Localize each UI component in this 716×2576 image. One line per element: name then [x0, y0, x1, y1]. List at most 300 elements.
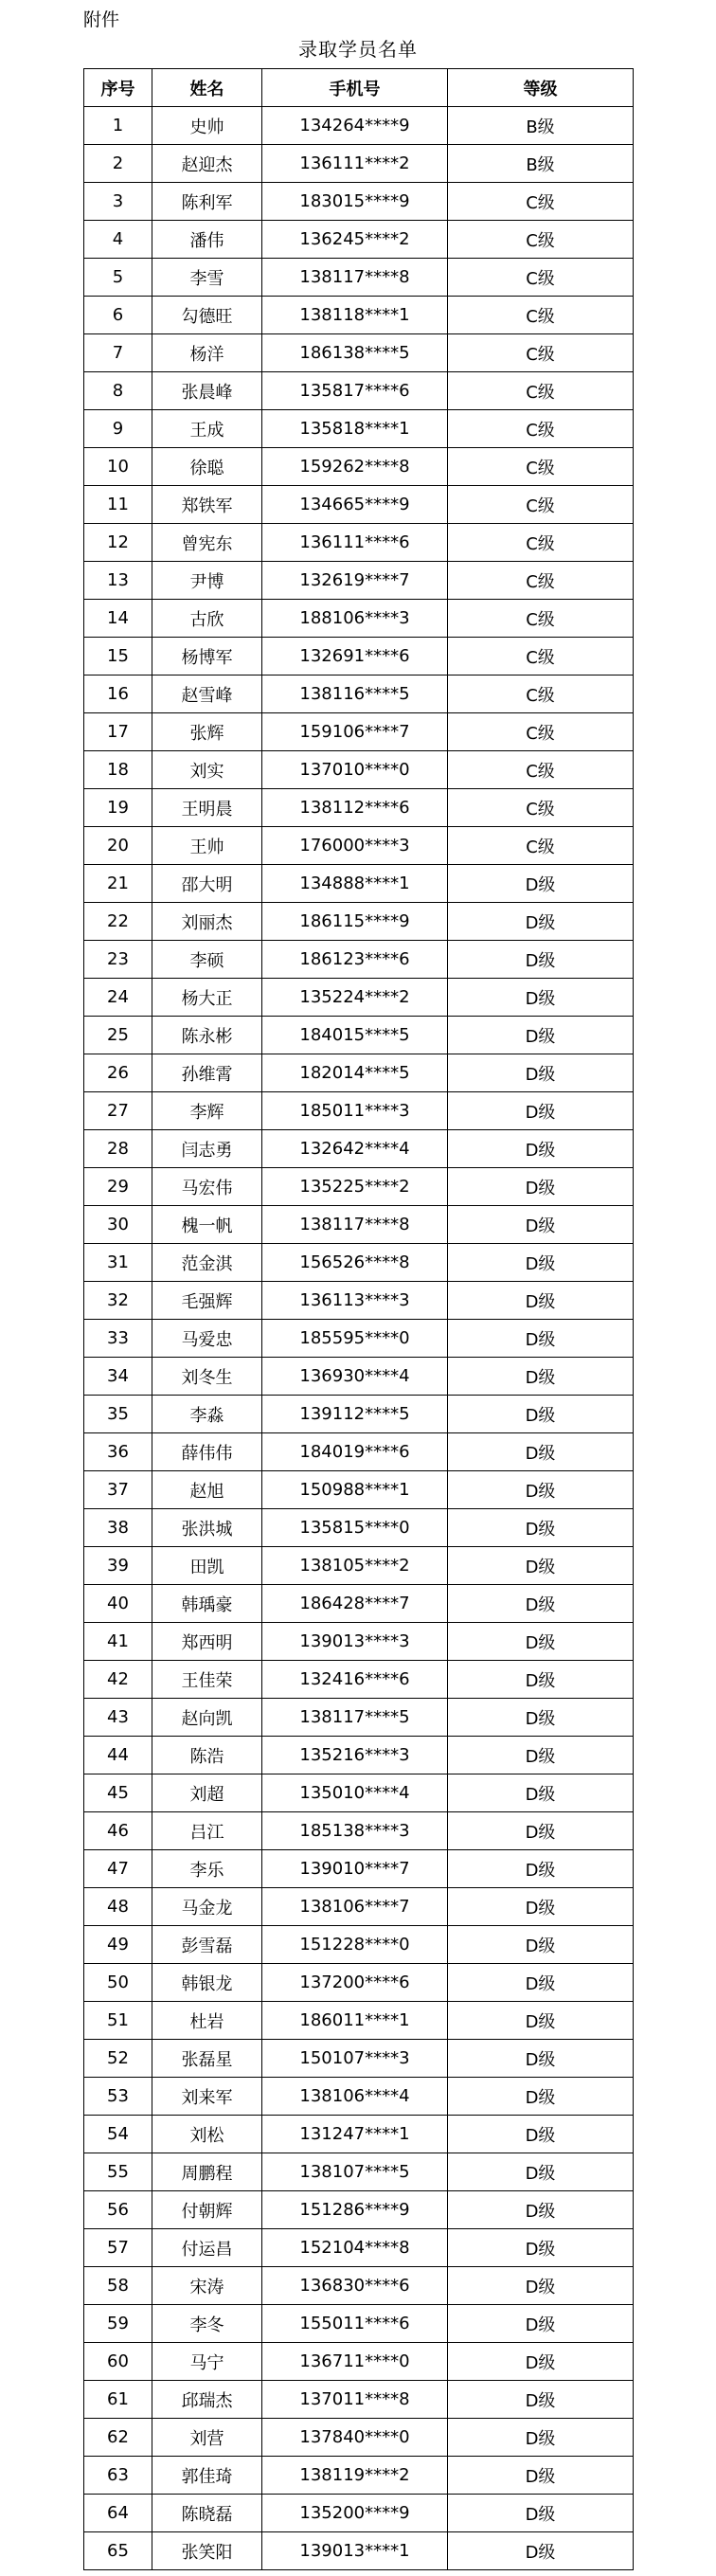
cell-index: 2	[84, 145, 152, 183]
cell-level: D级	[448, 2267, 634, 2305]
attachment-label: 附件	[83, 9, 120, 30]
cell-name: 韩瑀豪	[152, 1585, 262, 1623]
cell-level: D级	[448, 1244, 634, 1282]
cell-phone: 135225****2	[262, 1168, 448, 1206]
cell-index: 16	[84, 676, 152, 713]
cell-index: 59	[84, 2305, 152, 2343]
cell-level: D级	[448, 1054, 634, 1092]
cell-name: 李冬	[152, 2305, 262, 2343]
table-row	[84, 1623, 634, 1661]
cell-level: D级	[448, 2419, 634, 2457]
cell-phone: 184015****5	[262, 1017, 448, 1054]
cell-phone: 156526****8	[262, 1244, 448, 1282]
cell-level: D级	[448, 903, 634, 941]
table-row	[84, 1054, 634, 1092]
cell-name: 张洪城	[152, 1509, 262, 1547]
cell-index: 62	[84, 2419, 152, 2457]
cell-level: D级	[448, 1092, 634, 1130]
cell-phone: 185595****0	[262, 1320, 448, 1358]
cell-name: 刘超	[152, 1774, 262, 1812]
cell-level: D级	[448, 1130, 634, 1168]
cell-phone: 183015****9	[262, 183, 448, 221]
cell-phone: 135815****0	[262, 1509, 448, 1547]
cell-name: 刘营	[152, 2419, 262, 2457]
cell-name: 孙维霄	[152, 1054, 262, 1092]
cell-phone: 186115****9	[262, 903, 448, 941]
header-level: 等级	[448, 69, 634, 107]
cell-level: D级	[448, 2002, 634, 2040]
cell-level: D级	[448, 1585, 634, 1623]
table-row	[84, 1320, 634, 1358]
cell-name: 勾德旺	[152, 297, 262, 334]
cell-level: B级	[448, 145, 634, 183]
cell-level: D级	[448, 1888, 634, 1926]
cell-phone: 137200****6	[262, 1964, 448, 2002]
cell-index: 3	[84, 183, 152, 221]
table-row	[84, 2305, 634, 2343]
cell-index: 42	[84, 1661, 152, 1699]
cell-phone: 138117****5	[262, 1699, 448, 1737]
cell-level: C级	[448, 372, 634, 410]
table-row	[84, 1244, 634, 1282]
cell-level: D级	[448, 1509, 634, 1547]
cell-name: 古欣	[152, 600, 262, 638]
cell-name: 王帅	[152, 827, 262, 865]
cell-name: 吕江	[152, 1812, 262, 1850]
cell-phone: 176000****3	[262, 827, 448, 865]
cell-phone: 132619****7	[262, 562, 448, 600]
cell-index: 57	[84, 2229, 152, 2267]
table-row	[84, 2532, 634, 2570]
cell-level: C级	[448, 638, 634, 676]
table-row	[84, 1282, 634, 1320]
header-index: 序号	[84, 69, 152, 107]
cell-level: D级	[448, 1926, 634, 1964]
cell-index: 6	[84, 297, 152, 334]
cell-phone: 138118****1	[262, 297, 448, 334]
cell-name: 邱瑞杰	[152, 2381, 262, 2419]
table-row	[84, 486, 634, 524]
table-row	[84, 1017, 634, 1054]
cell-index: 5	[84, 259, 152, 297]
cell-name: 李乐	[152, 1850, 262, 1888]
cell-index: 54	[84, 2116, 152, 2153]
cell-level: C级	[448, 600, 634, 638]
cell-phone: 152104****8	[262, 2229, 448, 2267]
cell-level: D级	[448, 2532, 634, 2570]
table-row	[84, 2116, 634, 2153]
cell-index: 30	[84, 1206, 152, 1244]
cell-name: 毛强辉	[152, 1282, 262, 1320]
cell-name: 张辉	[152, 713, 262, 751]
cell-phone: 159106****7	[262, 713, 448, 751]
cell-level: D级	[448, 1282, 634, 1320]
cell-phone: 186011****1	[262, 2002, 448, 2040]
cell-name: 赵旭	[152, 1471, 262, 1509]
cell-level: D级	[448, 1396, 634, 1433]
cell-name: 王明晨	[152, 789, 262, 827]
cell-level: D级	[448, 1737, 634, 1774]
cell-level: D级	[448, 2191, 634, 2229]
cell-phone: 136711****0	[262, 2343, 448, 2381]
cell-level: C级	[448, 751, 634, 789]
cell-name: 刘来军	[152, 2078, 262, 2116]
cell-index: 60	[84, 2343, 152, 2381]
cell-level: D级	[448, 2343, 634, 2381]
cell-index: 26	[84, 1054, 152, 1092]
cell-phone: 137840****0	[262, 2419, 448, 2457]
cell-name: 李雪	[152, 259, 262, 297]
cell-phone: 138107****5	[262, 2153, 448, 2191]
cell-name: 赵迎杰	[152, 145, 262, 183]
cell-level: C级	[448, 297, 634, 334]
cell-index: 20	[84, 827, 152, 865]
cell-phone: 137011****8	[262, 2381, 448, 2419]
cell-name: 宋涛	[152, 2267, 262, 2305]
table-row	[84, 1888, 634, 1926]
cell-index: 55	[84, 2153, 152, 2191]
table-row	[84, 1433, 634, 1471]
cell-phone: 136245****2	[262, 221, 448, 259]
cell-index: 7	[84, 334, 152, 372]
cell-index: 40	[84, 1585, 152, 1623]
cell-name: 赵向凯	[152, 1699, 262, 1737]
cell-index: 47	[84, 1850, 152, 1888]
table-row	[84, 2495, 634, 2532]
cell-phone: 139013****3	[262, 1623, 448, 1661]
cell-index: 37	[84, 1471, 152, 1509]
table-row	[84, 2078, 634, 2116]
cell-index: 1	[84, 107, 152, 145]
table-row	[84, 941, 634, 979]
cell-level: D级	[448, 1964, 634, 2002]
cell-name: 曾宪东	[152, 524, 262, 562]
document-title: 录取学员名单	[298, 38, 418, 61]
cell-phone: 138106****7	[262, 1888, 448, 1926]
cell-phone: 151228****0	[262, 1926, 448, 1964]
cell-level: D级	[448, 1850, 634, 1888]
cell-name: 田凯	[152, 1547, 262, 1585]
table-row	[84, 524, 634, 562]
cell-name: 付运昌	[152, 2229, 262, 2267]
cell-phone: 155011****6	[262, 2305, 448, 2343]
cell-name: 尹博	[152, 562, 262, 600]
cell-index: 33	[84, 1320, 152, 1358]
cell-level: D级	[448, 2305, 634, 2343]
cell-index: 43	[84, 1699, 152, 1737]
cell-phone: 135224****2	[262, 979, 448, 1017]
cell-name: 刘冬生	[152, 1358, 262, 1396]
cell-index: 23	[84, 941, 152, 979]
cell-name: 闫志勇	[152, 1130, 262, 1168]
cell-phone: 139010****7	[262, 1850, 448, 1888]
table-header-row	[84, 69, 634, 107]
cell-name: 杜岩	[152, 2002, 262, 2040]
table-row	[84, 107, 634, 145]
cell-level: C级	[448, 448, 634, 486]
cell-phone: 136113****3	[262, 1282, 448, 1320]
cell-phone: 135817****6	[262, 372, 448, 410]
cell-index: 41	[84, 1623, 152, 1661]
cell-level: C级	[448, 524, 634, 562]
cell-index: 28	[84, 1130, 152, 1168]
table-row	[84, 676, 634, 713]
cell-name: 郑西明	[152, 1623, 262, 1661]
cell-name: 付朝辉	[152, 2191, 262, 2229]
table-row	[84, 1206, 634, 1244]
cell-level: C级	[448, 183, 634, 221]
cell-index: 52	[84, 2040, 152, 2078]
cell-level: B级	[448, 107, 634, 145]
cell-name: 马宁	[152, 2343, 262, 2381]
cell-index: 45	[84, 1774, 152, 1812]
table-row	[84, 2191, 634, 2229]
table-row	[84, 221, 634, 259]
cell-name: 刘丽杰	[152, 903, 262, 941]
cell-phone: 150988****1	[262, 1471, 448, 1509]
cell-index: 10	[84, 448, 152, 486]
cell-name: 韩银龙	[152, 1964, 262, 2002]
cell-name: 陈晓磊	[152, 2495, 262, 2532]
cell-name: 马金龙	[152, 1888, 262, 1926]
cell-name: 杨博军	[152, 638, 262, 676]
cell-name: 潘伟	[152, 221, 262, 259]
table-row	[84, 297, 634, 334]
cell-index: 18	[84, 751, 152, 789]
cell-phone: 134264****9	[262, 107, 448, 145]
cell-phone: 132691****6	[262, 638, 448, 676]
cell-name: 郑铁军	[152, 486, 262, 524]
table-row	[84, 2343, 634, 2381]
cell-level: C级	[448, 827, 634, 865]
cell-index: 51	[84, 2002, 152, 2040]
cell-index: 61	[84, 2381, 152, 2419]
cell-index: 53	[84, 2078, 152, 2116]
table-row	[84, 1737, 634, 1774]
cell-index: 22	[84, 903, 152, 941]
table-row	[84, 2457, 634, 2495]
table-row	[84, 1585, 634, 1623]
cell-level: D级	[448, 1774, 634, 1812]
table-row	[84, 2153, 634, 2191]
cell-index: 15	[84, 638, 152, 676]
cell-name: 史帅	[152, 107, 262, 145]
cell-index: 58	[84, 2267, 152, 2305]
cell-phone: 135216****3	[262, 1737, 448, 1774]
cell-level: D级	[448, 2078, 634, 2116]
table-row	[84, 979, 634, 1017]
cell-level: C级	[448, 410, 634, 448]
cell-phone: 132416****6	[262, 1661, 448, 1699]
cell-phone: 135200****9	[262, 2495, 448, 2532]
cell-name: 彭雪磊	[152, 1926, 262, 1964]
cell-index: 56	[84, 2191, 152, 2229]
cell-phone: 136930****4	[262, 1358, 448, 1396]
cell-phone: 136830****6	[262, 2267, 448, 2305]
table-row	[84, 903, 634, 941]
cell-phone: 136111****6	[262, 524, 448, 562]
cell-phone: 137010****0	[262, 751, 448, 789]
table-row	[84, 1168, 634, 1206]
cell-level: D级	[448, 1812, 634, 1850]
table-row	[84, 1509, 634, 1547]
table-row	[84, 183, 634, 221]
table-row	[84, 600, 634, 638]
cell-name: 马宏伟	[152, 1168, 262, 1206]
cell-level: D级	[448, 1547, 634, 1585]
cell-index: 35	[84, 1396, 152, 1433]
cell-name: 陈利军	[152, 183, 262, 221]
cell-index: 8	[84, 372, 152, 410]
cell-phone: 139013****1	[262, 2532, 448, 2570]
cell-index: 49	[84, 1926, 152, 1964]
table-row	[84, 259, 634, 297]
table-row	[84, 865, 634, 903]
cell-index: 34	[84, 1358, 152, 1396]
cell-name: 张晨峰	[152, 372, 262, 410]
table-row	[84, 751, 634, 789]
cell-index: 11	[84, 486, 152, 524]
cell-level: C级	[448, 221, 634, 259]
cell-phone: 186123****6	[262, 941, 448, 979]
cell-name: 杨大正	[152, 979, 262, 1017]
cell-level: C级	[448, 334, 634, 372]
cell-name: 周鹏程	[152, 2153, 262, 2191]
cell-phone: 136111****2	[262, 145, 448, 183]
cell-index: 38	[84, 1509, 152, 1547]
table-row	[84, 1396, 634, 1433]
cell-level: D级	[448, 2153, 634, 2191]
table-row	[84, 2381, 634, 2419]
cell-level: C级	[448, 562, 634, 600]
cell-level: D级	[448, 2381, 634, 2419]
cell-name: 马爱忠	[152, 1320, 262, 1358]
cell-index: 44	[84, 1737, 152, 1774]
cell-name: 范金淇	[152, 1244, 262, 1282]
cell-level: D级	[448, 979, 634, 1017]
cell-phone: 138105****2	[262, 1547, 448, 1585]
cell-level: C级	[448, 259, 634, 297]
cell-phone: 186138****5	[262, 334, 448, 372]
header-phone: 手机号	[262, 69, 448, 107]
cell-phone: 138106****4	[262, 2078, 448, 2116]
cell-phone: 150107****3	[262, 2040, 448, 2078]
cell-name: 王成	[152, 410, 262, 448]
cell-name: 李辉	[152, 1092, 262, 1130]
cell-index: 46	[84, 1812, 152, 1850]
cell-phone: 188106****3	[262, 600, 448, 638]
cell-index: 29	[84, 1168, 152, 1206]
cell-name: 刘实	[152, 751, 262, 789]
cell-level: D级	[448, 1471, 634, 1509]
cell-level: D级	[448, 1017, 634, 1054]
cell-index: 4	[84, 221, 152, 259]
cell-index: 21	[84, 865, 152, 903]
cell-index: 14	[84, 600, 152, 638]
table-row	[84, 2267, 634, 2305]
table-row	[84, 1471, 634, 1509]
cell-level: D级	[448, 1320, 634, 1358]
cell-index: 19	[84, 789, 152, 827]
cell-index: 27	[84, 1092, 152, 1130]
cell-level: D级	[448, 1433, 634, 1471]
cell-level: C级	[448, 713, 634, 751]
cell-name: 陈浩	[152, 1737, 262, 1774]
cell-phone: 159262****8	[262, 448, 448, 486]
cell-name: 李硕	[152, 941, 262, 979]
cell-level: D级	[448, 2229, 634, 2267]
cell-phone: 134888****1	[262, 865, 448, 903]
cell-index: 39	[84, 1547, 152, 1585]
cell-index: 24	[84, 979, 152, 1017]
cell-phone: 138112****6	[262, 789, 448, 827]
table-row	[84, 1358, 634, 1396]
cell-level: C级	[448, 486, 634, 524]
table-row	[84, 713, 634, 751]
table-row	[84, 789, 634, 827]
cell-level: D级	[448, 2457, 634, 2495]
cell-name: 张笑阳	[152, 2532, 262, 2570]
table-row	[84, 1926, 634, 1964]
table-row	[84, 562, 634, 600]
cell-level: D级	[448, 1168, 634, 1206]
cell-phone: 151286****9	[262, 2191, 448, 2229]
cell-name: 薛伟伟	[152, 1433, 262, 1471]
cell-phone: 184019****6	[262, 1433, 448, 1471]
cell-level: D级	[448, 1358, 634, 1396]
cell-phone: 134665****9	[262, 486, 448, 524]
table-row	[84, 1850, 634, 1888]
cell-name: 郭佳琦	[152, 2457, 262, 2495]
cell-name: 徐聪	[152, 448, 262, 486]
cell-index: 65	[84, 2532, 152, 2570]
cell-phone: 132642****4	[262, 1130, 448, 1168]
cell-index: 31	[84, 1244, 152, 1282]
cell-phone: 186428****7	[262, 1585, 448, 1623]
cell-phone: 182014****5	[262, 1054, 448, 1092]
cell-index: 32	[84, 1282, 152, 1320]
cell-phone: 185138****3	[262, 1812, 448, 1850]
cell-level: D级	[448, 1206, 634, 1244]
cell-phone: 138117****8	[262, 259, 448, 297]
cell-level: D级	[448, 865, 634, 903]
cell-phone: 135010****4	[262, 1774, 448, 1812]
cell-phone: 138117****8	[262, 1206, 448, 1244]
cell-level: D级	[448, 2116, 634, 2153]
table-row	[84, 638, 634, 676]
cell-index: 25	[84, 1017, 152, 1054]
table-row	[84, 2002, 634, 2040]
cell-level: D级	[448, 941, 634, 979]
cell-name: 邵大明	[152, 865, 262, 903]
table-row	[84, 1092, 634, 1130]
table-row	[84, 1661, 634, 1699]
table-row	[84, 1964, 634, 2002]
cell-level: D级	[448, 1623, 634, 1661]
table-row	[84, 2229, 634, 2267]
admission-table	[83, 68, 634, 2570]
cell-phone: 135818****1	[262, 410, 448, 448]
cell-name: 王佳荣	[152, 1661, 262, 1699]
cell-level: D级	[448, 2495, 634, 2532]
table-row	[84, 1547, 634, 1585]
cell-phone: 138116****5	[262, 676, 448, 713]
table-row	[84, 1130, 634, 1168]
table-row	[84, 410, 634, 448]
cell-name: 槐一帆	[152, 1206, 262, 1244]
cell-level: D级	[448, 1661, 634, 1699]
cell-phone: 139112****5	[262, 1396, 448, 1433]
